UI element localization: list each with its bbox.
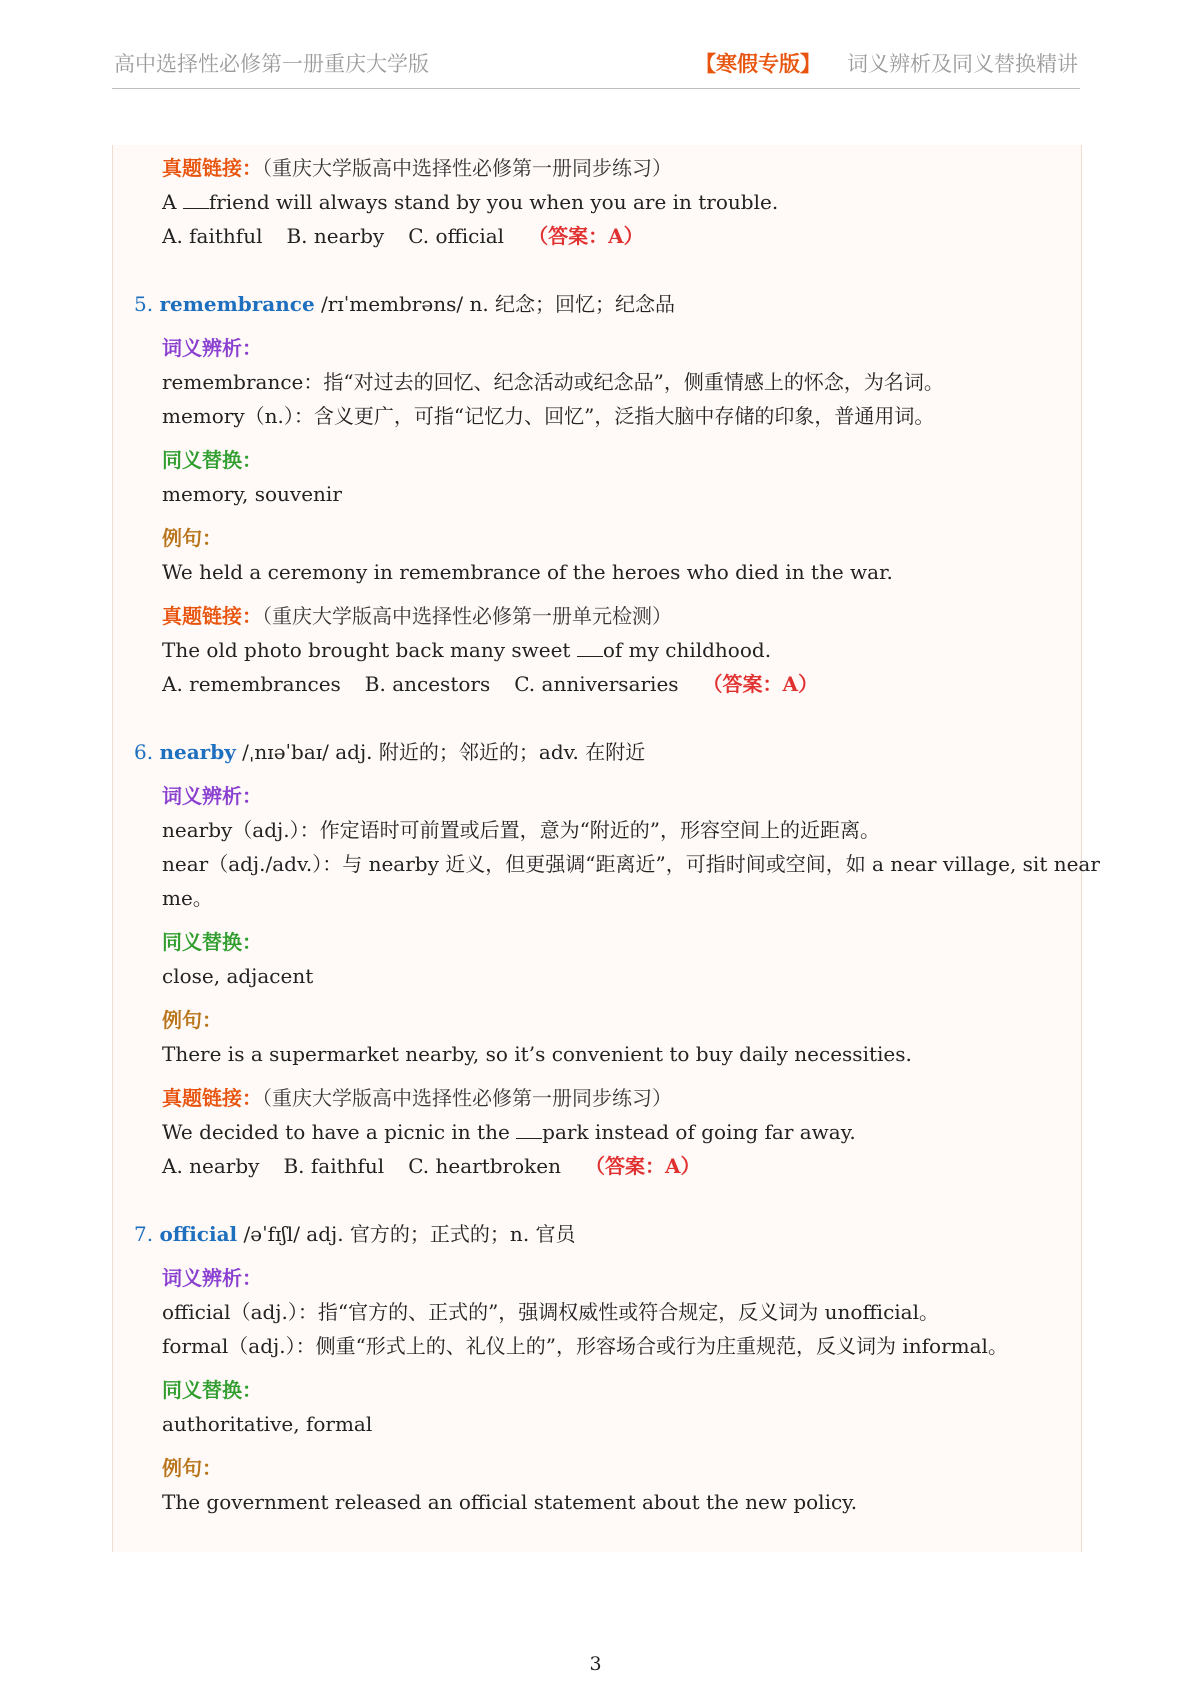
entry-number: 5.	[134, 292, 154, 316]
option-b: B. ancestors	[364, 672, 491, 696]
example-label: 例句：	[162, 1456, 222, 1480]
link-label: 真题链接：	[162, 156, 262, 180]
definition: /ˌnɪəˈbaɪ/ adj. 附近的；邻近的；adv. 在附近	[235, 740, 646, 764]
link-line-6	[162, 1084, 672, 1112]
example-sentence: We held a ceremony in remembrance of the heroes who died in the war.	[162, 560, 893, 584]
question-text-post: of my childhood.	[602, 638, 772, 662]
option-b: B. faithful	[283, 1154, 385, 1178]
headword: official	[159, 1222, 238, 1246]
option-c: C. heartbroken	[408, 1154, 561, 1178]
analysis-line-3: me。	[162, 886, 213, 910]
options-5	[162, 670, 818, 698]
synonym-list: authoritative, formal	[162, 1412, 373, 1436]
definition: /rɪˈmembrəns/ n. 纪念；回忆；纪念品	[314, 292, 676, 316]
header-book-title: 高中选择性必修第一册重庆大学版	[114, 52, 429, 76]
options-6	[162, 1152, 701, 1180]
example-label: 例句：	[162, 526, 222, 550]
link-label: 真题链接：	[162, 1086, 262, 1110]
option-c: C. official	[408, 224, 505, 248]
answer-label: （答案：A）	[528, 224, 644, 248]
link-line-5	[162, 602, 672, 630]
synonym-label: 同义替换：	[162, 1378, 262, 1402]
entry-7-headword	[134, 1220, 576, 1248]
entry-number: 6.	[134, 740, 154, 764]
header-section-title: 词义辨析及同义替换精讲	[847, 52, 1078, 76]
page-header	[112, 44, 1080, 89]
entry-5-headword	[134, 290, 675, 318]
entry-number: 7.	[134, 1222, 154, 1246]
link-source: （重庆大学版高中选择性必修第一册同步练习）	[262, 1086, 672, 1110]
question-text-post: park instead of going far away.	[542, 1120, 856, 1144]
option-a: A. faithful	[162, 224, 263, 248]
link-label: 真题链接：	[162, 604, 262, 628]
analysis-line-1: nearby（adj.）：作定语时可前置或后置，意为“附近的”，形容空间上的近距离。	[162, 818, 881, 842]
answer-label: （答案：A）	[702, 672, 819, 696]
options-4	[162, 222, 644, 250]
analysis-label: 词义辨析：	[162, 784, 262, 808]
option-a: A. remembrances	[162, 672, 341, 696]
analysis-line-1: official（adj.）：指“官方的、正式的”，强调权威性或符合规定，反义词为 unofficial。	[162, 1300, 939, 1324]
synonym-list: memory, souvenir	[162, 482, 342, 506]
analysis-line-2: memory（n.）：含义更广，可指“记忆力、回忆”，泛指大脑中存储的印象，普通用词。	[162, 404, 935, 428]
example-sentence: There is a supermarket nearby, so it’s convenient to buy daily necessities.	[162, 1042, 912, 1066]
question-6	[162, 1118, 856, 1146]
analysis-line-2: formal（adj.）：侧重“形式上的、礼仪上的”，形容场合或行为庄重规范，反义词为 informal。	[162, 1334, 1008, 1358]
example-label: 例句：	[162, 1008, 222, 1032]
page-number: 3	[589, 1653, 602, 1675]
header-right	[695, 48, 1078, 78]
option-a: A. nearby	[162, 1154, 260, 1178]
question-text-pre: We decided to have a picnic in the	[162, 1120, 517, 1144]
option-c: C. anniversaries	[514, 672, 679, 696]
analysis-line-2: near（adj./adv.）：与 nearby 近义，但更强调“距离近”，可指时间或空间，如 a near village, sit near	[162, 852, 1100, 876]
answer-blank	[183, 190, 209, 209]
analysis-line-1: remembrance：指“对过去的回忆、纪念活动或纪念品”，侧重情感上的怀念，为名词。	[162, 370, 944, 394]
question-5	[162, 636, 771, 664]
question-4	[162, 188, 778, 216]
synonym-label: 同义替换：	[162, 448, 262, 472]
synonym-list: close, adjacent	[162, 964, 314, 988]
answer-blank	[577, 638, 603, 657]
definition: /əˈfɪʃl/ adj. 官方的；正式的；n. 官员	[237, 1222, 576, 1246]
question-text-pre: A	[162, 190, 183, 214]
answer-label: （答案：A）	[585, 1154, 701, 1178]
analysis-label: 词义辨析：	[162, 336, 262, 360]
entry-6-headword	[134, 738, 645, 766]
synonym-label: 同义替换：	[162, 930, 262, 954]
link-line-4	[162, 154, 672, 182]
headword: nearby	[159, 740, 236, 764]
option-b: B. nearby	[286, 224, 385, 248]
header-edition-badge: 【寒假专版】	[695, 51, 821, 76]
link-source: （重庆大学版高中选择性必修第一册同步练习）	[262, 156, 672, 180]
question-text-pre: The old photo brought back many sweet	[162, 638, 577, 662]
answer-blank	[516, 1120, 542, 1139]
example-sentence: The government released an official statement about the new policy.	[162, 1490, 858, 1514]
analysis-label: 词义辨析：	[162, 1266, 262, 1290]
headword: remembrance	[159, 292, 315, 316]
question-text-post: friend will always stand by you when you are in trouble.	[208, 190, 779, 214]
link-source: （重庆大学版高中选择性必修第一册单元检测）	[262, 604, 672, 628]
